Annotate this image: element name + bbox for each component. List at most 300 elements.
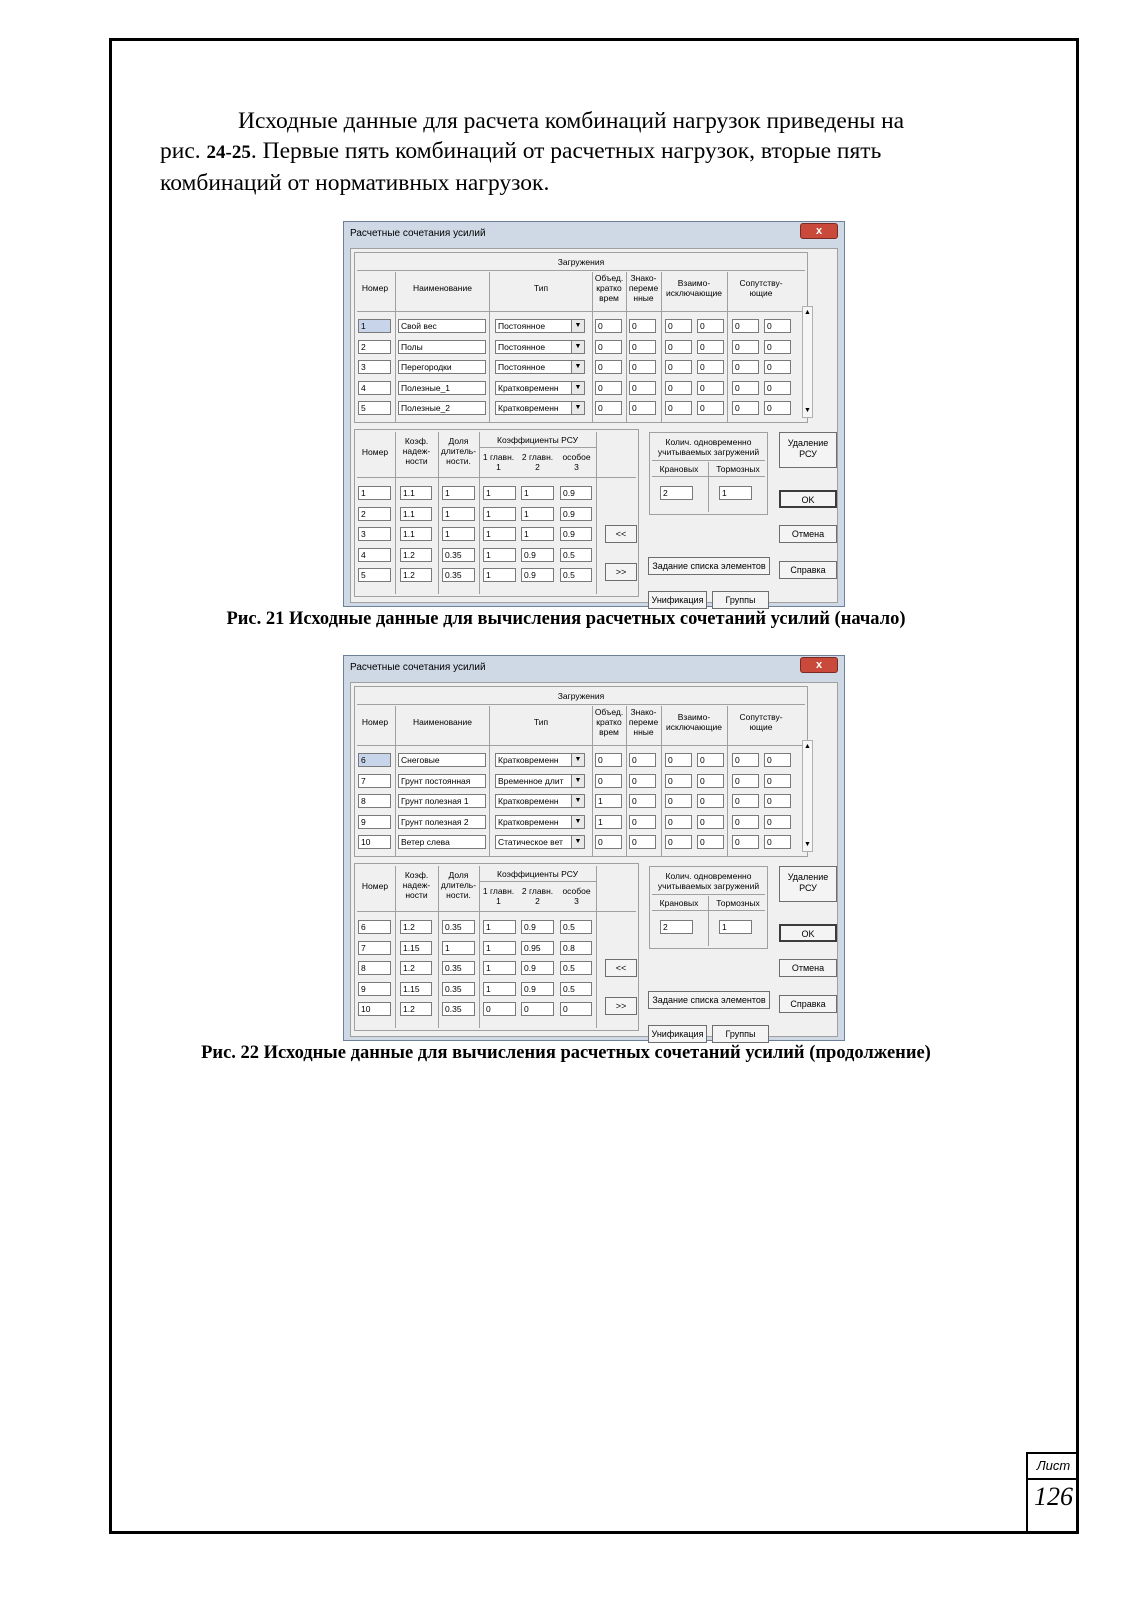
header-znako: [626, 707, 661, 737]
kolich-label: [650, 437, 767, 457]
load-type-value: Кратковременн: [498, 382, 559, 393]
header-vzaimo: [661, 278, 727, 298]
soput-field-1[interactable]: 0: [732, 774, 759, 788]
rsu-coef-1-field[interactable]: 1: [483, 507, 516, 521]
kran-field[interactable]: 2: [660, 486, 693, 500]
coef-header-g1-line: 1 главн.: [482, 452, 515, 462]
load-name-field[interactable]: Грунт постоянная: [398, 774, 486, 788]
load-name-field[interactable]: Грунт полезная 1: [398, 794, 486, 808]
coef-header-koef: [395, 870, 438, 900]
rsu-coef-3-field[interactable]: 0.9: [560, 527, 592, 541]
help-button[interactable]: Справка: [779, 995, 837, 1013]
column-divider: [596, 432, 597, 594]
coef-header-g1: [479, 886, 518, 906]
divider: [479, 881, 596, 882]
coef-number-field[interactable]: 8: [358, 961, 391, 975]
column-divider: [489, 706, 490, 856]
next-button[interactable]: >>: [605, 563, 637, 581]
coef-number-field[interactable]: 7: [358, 941, 391, 955]
obied-field[interactable]: 0: [595, 753, 622, 767]
delete-rsu-label: Удаление: [787, 872, 829, 882]
groups-button[interactable]: Группы: [712, 1025, 769, 1043]
vzaimo-field-1[interactable]: 0: [665, 381, 692, 395]
scroll-up-icon[interactable]: ▲: [804, 309, 811, 316]
soput-field-2[interactable]: 0: [764, 401, 791, 415]
element-list-button[interactable]: Задание списка элементов: [648, 991, 770, 1009]
delete-rsu-button[interactable]: [779, 432, 837, 468]
delete-rsu-label: РСУ: [799, 883, 817, 893]
load-type-select[interactable]: [495, 835, 585, 849]
intro-paragraph: [160, 106, 1020, 198]
load-number-field[interactable]: 1: [358, 319, 391, 333]
rsu-coef-3-field[interactable]: 0.5: [560, 982, 592, 996]
rsu-coef-3-field[interactable]: 0.5: [560, 568, 592, 582]
header-znako-line: Знако-: [630, 273, 657, 283]
vzaimo-field-1[interactable]: 0: [665, 753, 692, 767]
soput-field-2[interactable]: 0: [764, 340, 791, 354]
vzaimo-field-1[interactable]: 0: [665, 360, 692, 374]
vzaimo-field-2[interactable]: 0: [697, 401, 724, 415]
header-type: Тип: [533, 283, 549, 293]
rsu-coef-3-field[interactable]: 0.5: [560, 548, 592, 562]
rsu-coef-2-field[interactable]: 0: [521, 1002, 554, 1016]
dolya-field[interactable]: 0.35: [442, 1002, 475, 1016]
kran-field[interactable]: 2: [660, 920, 693, 934]
rsu-coef-1-field[interactable]: 1: [483, 982, 516, 996]
column-divider: [489, 272, 490, 422]
groups-button[interactable]: Группы: [712, 591, 769, 609]
znako-field[interactable]: 0: [629, 319, 656, 333]
header-obied-line: врем: [599, 293, 619, 303]
obied-field[interactable]: 0: [595, 835, 622, 849]
obied-field[interactable]: 0: [595, 360, 622, 374]
koef-field[interactable]: 1.2: [400, 1002, 432, 1016]
load-name-field[interactable]: Полезные_2: [398, 401, 486, 415]
obied-field[interactable]: 0: [595, 774, 622, 788]
dialog-title: Расчетные сочетания усилий: [350, 662, 486, 673]
header-nomer: Номер: [361, 283, 389, 293]
rsu-coef-2-field[interactable]: 1: [521, 507, 554, 521]
kolich-label: [650, 871, 767, 891]
rsu-coef-1-field[interactable]: 1: [483, 548, 516, 562]
rsu-coef-2-field[interactable]: 1: [521, 527, 554, 541]
vzaimo-field-2[interactable]: 0: [697, 381, 724, 395]
dolya-field[interactable]: 0.35: [442, 568, 475, 582]
vzaimo-field-1[interactable]: 0: [665, 815, 692, 829]
obied-field[interactable]: 0: [595, 340, 622, 354]
load-number-field[interactable]: 8: [358, 794, 391, 808]
coef-header-g2-line: 2 главн.: [521, 452, 554, 462]
coef-number-field[interactable]: 4: [358, 548, 391, 562]
soput-field-1[interactable]: 0: [732, 815, 759, 829]
coef-header-os-line: особое: [562, 886, 591, 896]
header-soput-line: ющие: [749, 722, 773, 732]
coef-header-g2-line: 2: [535, 896, 540, 906]
help-button[interactable]: Справка: [779, 561, 837, 579]
rsu-coef-2-field[interactable]: 0.95: [521, 941, 554, 955]
header-obied: [592, 273, 626, 303]
soput-field-2[interactable]: 0: [764, 753, 791, 767]
kran-label: Крановых: [659, 898, 699, 908]
coef-number-field[interactable]: 10: [358, 1002, 391, 1016]
coef-number-field[interactable]: 9: [358, 982, 391, 996]
coef-header-g1: [479, 452, 518, 472]
obied-field[interactable]: 0: [595, 319, 622, 333]
rsu-coef-2-field[interactable]: 0.9: [521, 548, 554, 562]
simultaneous-loads-group: [649, 866, 768, 949]
rsu-coef-1-field[interactable]: 1: [483, 920, 516, 934]
load-type-value: Постоянное: [498, 362, 546, 372]
rsu-coef-1-field[interactable]: 1: [483, 568, 516, 582]
cancel-button[interactable]: Отмена: [779, 959, 837, 977]
coef-header-g2-line: 2 главн.: [521, 886, 554, 896]
vzaimo-field-2[interactable]: 0: [697, 815, 724, 829]
simultaneous-loads-group: [649, 432, 768, 515]
dropdown-arrow-icon[interactable]: ▼: [571, 836, 584, 848]
coef-header-koef-line: надеж-: [402, 446, 431, 456]
header-obied: [592, 707, 626, 737]
rsu-coef-3-field[interactable]: 0.9: [560, 507, 592, 521]
load-name-field[interactable]: Грунт полезная 2: [398, 815, 486, 829]
znako-field[interactable]: 0: [629, 815, 656, 829]
prev-button[interactable]: <<: [605, 959, 637, 977]
rsu-coef-3-field[interactable]: 0.5: [560, 920, 592, 934]
next-button[interactable]: >>: [605, 997, 637, 1015]
coef-header-koef-line: ности: [405, 456, 428, 466]
load-number-field[interactable]: 5: [358, 401, 391, 415]
vzaimo-field-1[interactable]: 0: [665, 794, 692, 808]
dropdown-arrow-icon[interactable]: ▼: [571, 795, 584, 807]
scroll-up-icon[interactable]: ▲: [804, 743, 811, 750]
rsu-coef-3-field[interactable]: 0.8: [560, 941, 592, 955]
coef-number-field[interactable]: 2: [358, 507, 391, 521]
soput-field-2[interactable]: 0: [764, 319, 791, 333]
divider: [357, 477, 636, 478]
scroll-down-icon[interactable]: ▼: [804, 841, 811, 848]
coef-number-field[interactable]: 3: [358, 527, 391, 541]
soput-field-1[interactable]: 0: [732, 753, 759, 767]
load-type-select[interactable]: [495, 319, 585, 333]
coef-header-g2: [518, 452, 557, 472]
dialog-client-area: [350, 682, 838, 1037]
load-type-select[interactable]: [495, 815, 585, 829]
koef-field[interactable]: 1.1: [400, 527, 432, 541]
delete-rsu-button[interactable]: [779, 866, 837, 902]
koef-field[interactable]: 1.2: [400, 961, 432, 975]
load-type-select[interactable]: [495, 794, 585, 808]
dolya-field[interactable]: 1: [442, 507, 475, 521]
coef-header-dolya: [438, 870, 479, 900]
divider: [479, 447, 596, 448]
koef-field[interactable]: 1.2: [400, 568, 432, 582]
load-number-field[interactable]: 2: [358, 340, 391, 354]
koef-field[interactable]: 1.1: [400, 486, 432, 500]
soput-field-1[interactable]: 0: [732, 319, 759, 333]
load-name-field[interactable]: Перегородки: [398, 360, 486, 374]
loads-group-label: Загружения: [557, 691, 605, 701]
header-znako: [626, 273, 661, 303]
load-type-value: Статическое вет: [498, 837, 563, 847]
coef-header-koef-line: ности: [405, 890, 428, 900]
obied-field[interactable]: 0: [595, 381, 622, 395]
column-divider: [596, 866, 597, 1028]
rsu-coef-3-field[interactable]: 0.9: [560, 486, 592, 500]
koef-field[interactable]: 1.1: [400, 507, 432, 521]
load-type-value: Постоянное: [498, 321, 546, 331]
dropdown-arrow-icon[interactable]: ▼: [571, 775, 584, 787]
torm-label: Тормозных: [716, 898, 760, 908]
divider: [652, 476, 765, 477]
load-type-select[interactable]: [495, 340, 585, 354]
dolya-field[interactable]: 1: [442, 486, 475, 500]
dropdown-arrow-icon[interactable]: ▼: [571, 754, 584, 766]
vzaimo-field-1[interactable]: 0: [665, 319, 692, 333]
column-divider: [395, 272, 396, 422]
header-znako-line: нные: [633, 293, 654, 303]
soput-field-2[interactable]: 0: [764, 815, 791, 829]
load-number-field[interactable]: 3: [358, 360, 391, 374]
delete-rsu-label: Удаление: [787, 438, 829, 448]
coef-header-os-line: 3: [574, 896, 579, 906]
vzaimo-field-2[interactable]: 0: [697, 835, 724, 849]
coef-header-g1-line: 1: [496, 462, 501, 472]
load-name-field[interactable]: Ветер слева: [398, 835, 486, 849]
coef-header-g1-line: 1: [496, 896, 501, 906]
coef-header-os-line: 3: [574, 462, 579, 472]
coef-number-field[interactable]: 1: [358, 486, 391, 500]
vzaimo-field-2[interactable]: 0: [697, 360, 724, 374]
znako-field[interactable]: 0: [629, 381, 656, 395]
paragraph-line-3: комбинаций от нормативных нагрузок.: [160, 170, 550, 196]
rsu-coef-2-field[interactable]: 0.9: [521, 961, 554, 975]
sheet-stamp: [1026, 1452, 1079, 1534]
znako-field[interactable]: 0: [629, 360, 656, 374]
element-list-button[interactable]: Задание списка элементов: [648, 557, 770, 575]
prev-button[interactable]: <<: [605, 525, 637, 543]
soput-field-2[interactable]: 0: [764, 360, 791, 374]
koef-field[interactable]: 1.15: [400, 982, 432, 996]
cancel-button[interactable]: Отмена: [779, 525, 837, 543]
header-vzaimo-line: Взаимо-: [677, 278, 711, 288]
coef-header-koef: [395, 436, 438, 466]
coef-header-dolya-line: ности.: [446, 890, 471, 900]
dolya-field[interactable]: 0.35: [442, 920, 475, 934]
load-name-field[interactable]: Свой вес: [398, 319, 486, 333]
load-number-field[interactable]: 9: [358, 815, 391, 829]
load-type-value: Кратковременн: [498, 403, 559, 413]
vzaimo-field-1[interactable]: 0: [665, 774, 692, 788]
paragraph-line-1: Исходные данные для расчета комбинаций нагрузок приведены на: [238, 108, 905, 134]
coef-header-os-line: особое: [562, 452, 591, 462]
dropdown-arrow-icon[interactable]: ▼: [571, 816, 584, 828]
header-vzaimo-line: Взаимо-: [677, 712, 711, 722]
coef-header-koef-line: Коэф.: [404, 870, 429, 880]
vzaimo-field-2[interactable]: 0: [697, 753, 724, 767]
load-type-value: Временное длит: [498, 775, 564, 786]
rsu-coef-2-field[interactable]: 0.9: [521, 920, 554, 934]
divider: [357, 704, 805, 705]
divider: [357, 270, 805, 271]
dropdown-arrow-icon[interactable]: ▼: [571, 402, 584, 414]
header-name: Наименование: [413, 717, 472, 727]
coef-header-koef-line: Коэф.: [404, 436, 429, 446]
dropdown-arrow-icon[interactable]: ▼: [571, 320, 584, 332]
load-number-field[interactable]: 7: [358, 774, 391, 788]
header-obied-line: Объед.: [594, 273, 624, 283]
ok-button[interactable]: OK: [779, 924, 837, 942]
soput-field-1[interactable]: 0: [732, 360, 759, 374]
dolya-field[interactable]: 1: [442, 527, 475, 541]
znako-field[interactable]: 0: [629, 835, 656, 849]
soput-field-2[interactable]: 0: [764, 381, 791, 395]
dropdown-arrow-icon[interactable]: ▼: [571, 382, 584, 394]
coef-header-g2: [518, 886, 557, 906]
sheet-number: 126: [1034, 1482, 1073, 1511]
soput-field-1[interactable]: 0: [732, 835, 759, 849]
load-type-select[interactable]: [495, 381, 585, 395]
vzaimo-field-2[interactable]: 0: [697, 319, 724, 333]
loads-group-label: Загружения: [557, 257, 605, 267]
coef-number-field[interactable]: 6: [358, 920, 391, 934]
coef-number-field[interactable]: 5: [358, 568, 391, 582]
coef-header-os: [557, 886, 596, 906]
rsu-dialog-continued: [343, 655, 845, 1041]
znako-field[interactable]: 0: [629, 774, 656, 788]
dropdown-arrow-icon[interactable]: ▼: [571, 341, 584, 353]
load-type-select[interactable]: [495, 753, 585, 767]
rsu-coef-3-field[interactable]: 0.5: [560, 961, 592, 975]
rsu-coef-1-field[interactable]: 0: [483, 1002, 516, 1016]
header-znako-line: нные: [633, 727, 654, 737]
kran-label: Крановых: [659, 464, 699, 474]
load-name-field[interactable]: Полы: [398, 340, 486, 354]
header-soput: [727, 712, 795, 732]
header-vzaimo-line: исключающие: [666, 288, 722, 298]
coef-header-g2-line: 2: [535, 462, 540, 472]
figure-caption-22: Рис. 22 Исходные данные для вычисления расчетных сочетаний усилий (продолжение): [201, 1043, 931, 1063]
close-button[interactable]: x: [800, 657, 838, 673]
header-vzaimo: [661, 712, 727, 732]
rsu-coef-1-field[interactable]: 1: [483, 527, 516, 541]
unification-button[interactable]: Унификация: [648, 591, 707, 609]
header-znako-line: Знако-: [630, 707, 657, 717]
vzaimo-field-2[interactable]: 0: [697, 774, 724, 788]
loads-group: [354, 686, 808, 857]
load-name-field[interactable]: Полезные_1: [398, 381, 486, 395]
torm-field[interactable]: 1: [719, 920, 752, 934]
soput-field-1[interactable]: 0: [732, 401, 759, 415]
load-number-field[interactable]: 10: [358, 835, 391, 849]
obied-field[interactable]: 1: [595, 815, 622, 829]
close-button[interactable]: x: [800, 223, 838, 239]
dolya-field[interactable]: 0.35: [442, 961, 475, 975]
rsu-coef-1-field[interactable]: 1: [483, 941, 516, 955]
soput-field-2[interactable]: 0: [764, 774, 791, 788]
dolya-field[interactable]: 1: [442, 941, 475, 955]
header-type: Тип: [533, 717, 549, 727]
coef-header-dolya-line: длитель-: [440, 880, 477, 890]
vzaimo-field-2[interactable]: 0: [697, 794, 724, 808]
dolya-field[interactable]: 0.35: [442, 548, 475, 562]
coef-header-dolya-line: ности.: [446, 456, 471, 466]
znako-field[interactable]: 0: [629, 401, 656, 415]
load-number-field[interactable]: 4: [358, 381, 391, 395]
vzaimo-field-1[interactable]: 0: [665, 835, 692, 849]
figure-reference: 24-25: [206, 142, 251, 163]
rsu-coef-1-field[interactable]: 1: [483, 961, 516, 975]
kolich-label-line: учитываемых загружений: [657, 447, 760, 457]
header-obied-line: Объед.: [594, 707, 624, 717]
vzaimo-field-2[interactable]: 0: [697, 340, 724, 354]
header-obied-line: кратко: [596, 283, 622, 293]
dolya-field[interactable]: 0.35: [442, 982, 475, 996]
obied-field[interactable]: 0: [595, 401, 622, 415]
soput-field-2[interactable]: 0: [764, 794, 791, 808]
load-type-select[interactable]: [495, 401, 585, 415]
vzaimo-field-1[interactable]: 0: [665, 340, 692, 354]
rsu-coef-2-field[interactable]: 0.9: [521, 982, 554, 996]
soput-field-2[interactable]: 0: [764, 835, 791, 849]
header-soput: [727, 278, 795, 298]
load-name-field[interactable]: Снеговые: [398, 753, 486, 767]
koef-field[interactable]: 1.2: [400, 548, 432, 562]
koef-field[interactable]: 1.15: [400, 941, 432, 955]
coef-header-koef-line: надеж-: [402, 880, 431, 890]
header-znako-line: переме: [628, 283, 659, 293]
koef-field[interactable]: 1.2: [400, 920, 432, 934]
vzaimo-field-1[interactable]: 0: [665, 401, 692, 415]
ok-button[interactable]: OK: [779, 490, 837, 508]
coef-header-dolya-line: длитель-: [440, 446, 477, 456]
torm-field[interactable]: 1: [719, 486, 752, 500]
loads-scrollbar[interactable]: [802, 740, 813, 852]
loads-scrollbar[interactable]: [802, 306, 813, 418]
rsu-coef-3-field[interactable]: 0: [560, 1002, 592, 1016]
divider: [357, 745, 805, 746]
soput-field-1[interactable]: 0: [732, 794, 759, 808]
unification-button[interactable]: Унификация: [648, 1025, 707, 1043]
znako-field[interactable]: 0: [629, 794, 656, 808]
coef-header-nomer: Номер: [361, 881, 389, 891]
znako-field[interactable]: 0: [629, 340, 656, 354]
load-number-field[interactable]: 6: [358, 753, 391, 767]
load-type-select[interactable]: [495, 360, 585, 374]
obied-field[interactable]: 1: [595, 794, 622, 808]
soput-field-1[interactable]: 0: [732, 381, 759, 395]
rsu-coef-2-field[interactable]: 1: [521, 486, 554, 500]
dialog-client-area: [350, 248, 838, 603]
column-divider: [395, 706, 396, 856]
rsu-coef-2-field[interactable]: 0.9: [521, 568, 554, 582]
coef-header-dolya-line: Доля: [448, 436, 469, 446]
coef-header-dolya: [438, 436, 479, 466]
header-vzaimo-line: исключающие: [666, 722, 722, 732]
soput-field-1[interactable]: 0: [732, 340, 759, 354]
load-type-select[interactable]: [495, 774, 585, 788]
header-obied-line: врем: [599, 727, 619, 737]
dialog-title: Расчетные сочетания усилий: [350, 228, 486, 239]
divider: [357, 911, 636, 912]
load-type-value: Постоянное: [498, 341, 546, 352]
header-znako-line: переме: [628, 717, 659, 727]
figure-caption-21: Рис. 21 Исходные данные для вычисления расчетных сочетаний усилий (начало): [226, 609, 906, 629]
dropdown-arrow-icon[interactable]: ▼: [571, 361, 584, 373]
divider: [652, 910, 765, 911]
scroll-down-icon[interactable]: ▼: [804, 407, 811, 414]
rsu-coef-1-field[interactable]: 1: [483, 486, 516, 500]
znako-field[interactable]: 0: [629, 753, 656, 767]
kolich-label-line: Колич. одновременно: [665, 437, 752, 447]
